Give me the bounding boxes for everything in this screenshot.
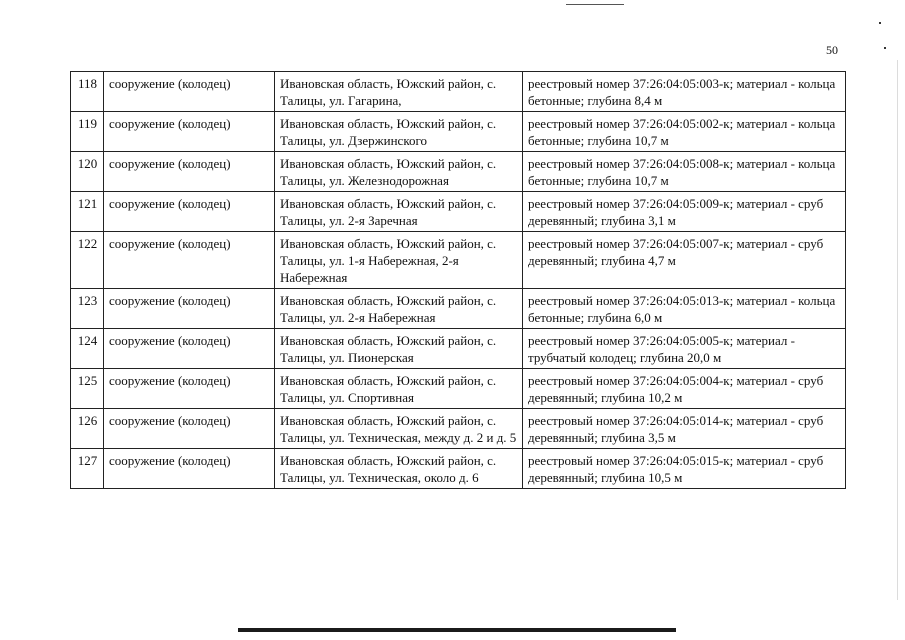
description: реестровый номер 37:26:04:05:007-к; материал - сруб деревянный; глубина 4,7 м (523, 232, 846, 289)
address: Ивановская область, Южский район, с. Талицы, ул. Техническая, между д. 2 и д. 5 (275, 409, 523, 449)
description: реестровый номер 37:26:04:05:005-к; материал - трубчатый колодец; глубина 20,0 м (523, 329, 846, 369)
table-row (71, 369, 846, 409)
object-type: сооружение (колодец) (104, 72, 275, 112)
address: Ивановская область, Южский район, с. Талицы, ул. Техническая, около д. 6 (275, 449, 523, 489)
description: реестровый номер 37:26:04:05:009-к; материал - сруб деревянный; глубина 3,1 м (523, 192, 846, 232)
scan-edge (897, 60, 898, 600)
row-number: 120 (71, 152, 104, 192)
object-type: сооружение (колодец) (104, 369, 275, 409)
table-row (71, 232, 846, 289)
description: реестровый номер 37:26:04:05:008-к; материал - кольца бетонные; глубина 10,7 м (523, 152, 846, 192)
object-type: сооружение (колодец) (104, 112, 275, 152)
row-number: 125 (71, 369, 104, 409)
object-type: сооружение (колодец) (104, 232, 275, 289)
object-type: сооружение (колодец) (104, 329, 275, 369)
object-type: сооружение (колодец) (104, 289, 275, 329)
row-number: 127 (71, 449, 104, 489)
address: Ивановская область, Южский район, с. Талицы, ул. 2-я Заречная (275, 192, 523, 232)
address: Ивановская область, Южский район, с. Талицы, ул. Железнодорожная (275, 152, 523, 192)
description: реестровый номер 37:26:04:05:015-к; материал - сруб деревянный; глубина 10,5 м (523, 449, 846, 489)
page-number: 50 (826, 43, 838, 57)
row-number: 124 (71, 329, 104, 369)
row-number: 119 (71, 112, 104, 152)
table-row (71, 329, 846, 369)
table-row (71, 449, 846, 489)
object-type: сооружение (колодец) (104, 152, 275, 192)
scan-top-mark (566, 4, 624, 5)
table-row (71, 72, 846, 112)
object-type: сооружение (колодец) (104, 192, 275, 232)
scan-dot (879, 22, 881, 24)
table-row (71, 152, 846, 192)
address: Ивановская область, Южский район, с. Талицы, ул. Спортивная (275, 369, 523, 409)
scan-dot (884, 47, 886, 49)
address: Ивановская область, Южский район, с. Талицы, ул. Дзержинского (275, 112, 523, 152)
address: Ивановская область, Южский район, с. Талицы, ул. 2-я Набережная (275, 289, 523, 329)
address: Ивановская область, Южский район, с. Талицы, ул. Гагарина, (275, 72, 523, 112)
row-number: 126 (71, 409, 104, 449)
description: реестровый номер 37:26:04:05:013-к; материал - кольца бетонные; глубина 6,0 м (523, 289, 846, 329)
description: реестровый номер 37:26:04:05:003-к; материал - кольца бетонные; глубина 8,4 м (523, 72, 846, 112)
address: Ивановская область, Южский район, с. Талицы, ул. 1-я Набережная, 2-я Набережная (275, 232, 523, 289)
description: реестровый номер 37:26:04:05:004-к; материал - сруб деревянный; глубина 10,2 м (523, 369, 846, 409)
object-type: сооружение (колодец) (104, 449, 275, 489)
scan-bottom-bar (238, 628, 676, 632)
row-number: 118 (71, 72, 104, 112)
table-row (71, 409, 846, 449)
registry-table (70, 71, 846, 489)
description: реестровый номер 37:26:04:05:014-к; материал - сруб деревянный; глубина 3,5 м (523, 409, 846, 449)
table-row (71, 289, 846, 329)
table-row (71, 192, 846, 232)
object-type: сооружение (колодец) (104, 409, 275, 449)
description: реестровый номер 37:26:04:05:002-к; материал - кольца бетонные; глубина 10,7 м (523, 112, 846, 152)
row-number: 123 (71, 289, 104, 329)
address: Ивановская область, Южский район, с. Талицы, ул. Пионерская (275, 329, 523, 369)
row-number: 121 (71, 192, 104, 232)
row-number: 122 (71, 232, 104, 289)
table-row (71, 112, 846, 152)
